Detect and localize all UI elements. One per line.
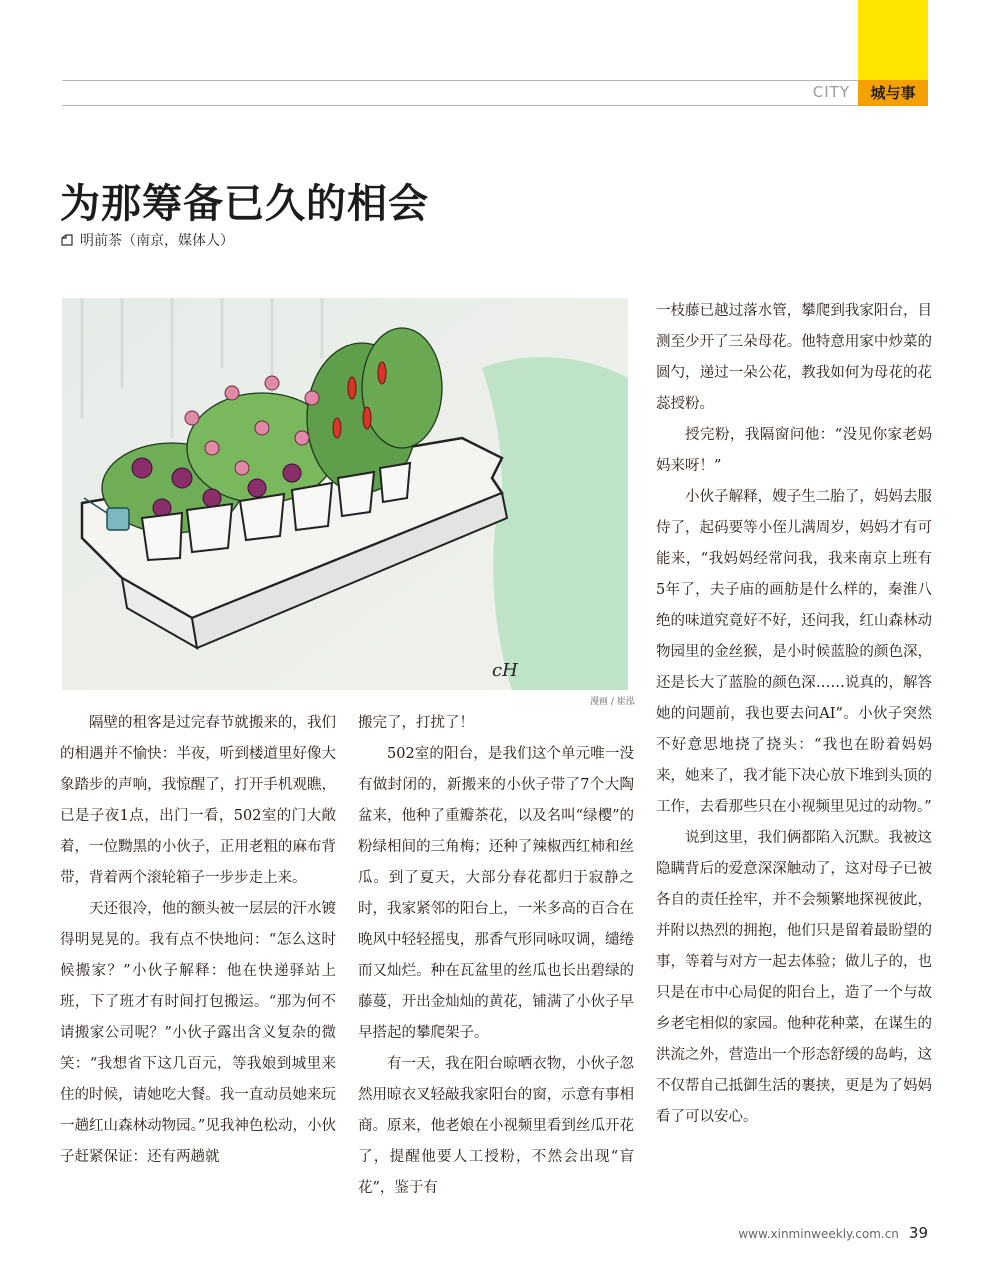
article-title: 为那筹备已久的相会 bbox=[60, 181, 429, 227]
paragraph: 天还很冷，他的额头被一层层的汗水镀得明晃晃的。我有点不快地问：“怎么这时候搬家？”小伙子解释：他在快递驿站上班，下了班才有时间打包搬运。“那为何不请搬家公司呢？”小伙子露出含义复杂的微笑：“我想省下这几百元，等我娘到城里来住的时候，请她吃大餐。我一直动员她来玩一趟红山森林动物园。”见我神色松动，小伙子赶紧保证：还有两趟就 bbox=[60, 901, 336, 1165]
illustration-credit: 漫画 / 崔泓 bbox=[590, 697, 635, 707]
paragraph: 搬完了，打扰了！ bbox=[358, 715, 474, 731]
paragraph: 小伙子解释，嫂子生二胎了，妈妈去服侍了，起码要等小侄儿满周岁，妈妈才有可能来，“我妈妈经常问我，我来南京上班有5年了，夫子庙的画舫是什么样的，秦淮八绝的味道究竟好不好，还问我，红山森林动物园里的金丝猴，是小时候蓝脸的颜色深，还是长大了蓝脸的颜色深……说真的，解答她的问题前，我也要去问AI”。小伙子突然不好意思地挠了挠头：“我也在盼着妈妈来，她来了，我才能下决心放下堆到头顶的工作，去看那些只在小视频里见过的动物。” bbox=[656, 489, 932, 815]
body-column-3 bbox=[656, 296, 932, 1133]
paragraph: 有一天，我在阳台晾晒衣物，小伙子忽然用晾衣叉轻敲我家阳台的窗，示意有事相商。原来，他老娘在小视频里看到丝瓜开花了，提醒他要人工授粉，不然会出现“盲花”，鉴于有 bbox=[358, 1056, 634, 1196]
page-number: 39 bbox=[908, 1224, 928, 1242]
section-label-en: CITY bbox=[812, 83, 850, 101]
byline bbox=[60, 230, 234, 250]
paragraph: 隔壁的租客是过完春节就搬来的，我们的相遇并不愉快：半夜，听到楼道里好像大象踏步的声响，我惊醒了，打开手机观瞧，已是子夜1点，出门一看，502室的门大敞着，一位黝黑的小伙子，正用老粗的麻布背带，背着两个滚轮箱子一步步走上来。 bbox=[60, 715, 336, 886]
paragraph: 授完粉，我隔窗问他：“没见你家老妈妈来呀！” bbox=[656, 427, 932, 474]
balcony-illustration bbox=[62, 298, 628, 690]
section-header bbox=[62, 80, 928, 106]
paragraph: 502室的阳台，是我们这个单元唯一没有做封闭的，新搬来的小伙子带了7个大陶盆来，他种了重瓣茶花，以及名叫“绿樱”的粉绿相间的三角梅；还种了辣椒西红柿和丝瓜。到了夏天，大部分春花都归于寂静之时，我家紧邻的阳台上，一米多高的百合在晚风中轻轻摇曳，那香气形同咏叹调，缱绻而又灿烂。种在瓦盆里的丝瓜也长出碧绿的藤蔓，开出金灿灿的黄花，铺满了小伙子早早搭起的攀爬架子。 bbox=[358, 746, 634, 1041]
section-rule bbox=[62, 105, 928, 106]
page-footer bbox=[738, 1224, 928, 1242]
paragraph: 说到这里，我们俩都陷入沉默。我被这隐瞒背后的爱意深深触动了，这对母子已被各自的责任拴牢，并不会频繁地探视彼此，并附以热烈的拥抱，他们只是留着最盼望的事，等着与对方一起去体验；做儿子的，也只是在市中心局促的阳台上，造了一个与故乡老宅相似的家园。他种花种菜，在谋生的洪流之外，营造出一个形态舒缓的岛屿，这不仅帮自己抵御生活的裹挟，更是为了妈妈看了可以安心。 bbox=[656, 830, 932, 1125]
website-url: www.xinminweekly.com.cn bbox=[738, 1227, 899, 1241]
pen-icon bbox=[60, 233, 74, 247]
artist-signature: cH bbox=[492, 660, 518, 681]
byline-text: 明前茶（南京，媒体人） bbox=[80, 233, 234, 249]
paragraph: 一枝藤已越过落水管，攀爬到我家阳台，目测至少开了三朵母花。他特意用家中炒菜的圆勺，递过一朵公花，教我如何为母花的花蕊授粉。 bbox=[656, 303, 932, 412]
section-label-zh: 城与事 bbox=[858, 80, 928, 106]
yellow-page-tab bbox=[858, 0, 928, 80]
body-column-1 bbox=[60, 708, 336, 1173]
body-column-2 bbox=[358, 708, 634, 1204]
